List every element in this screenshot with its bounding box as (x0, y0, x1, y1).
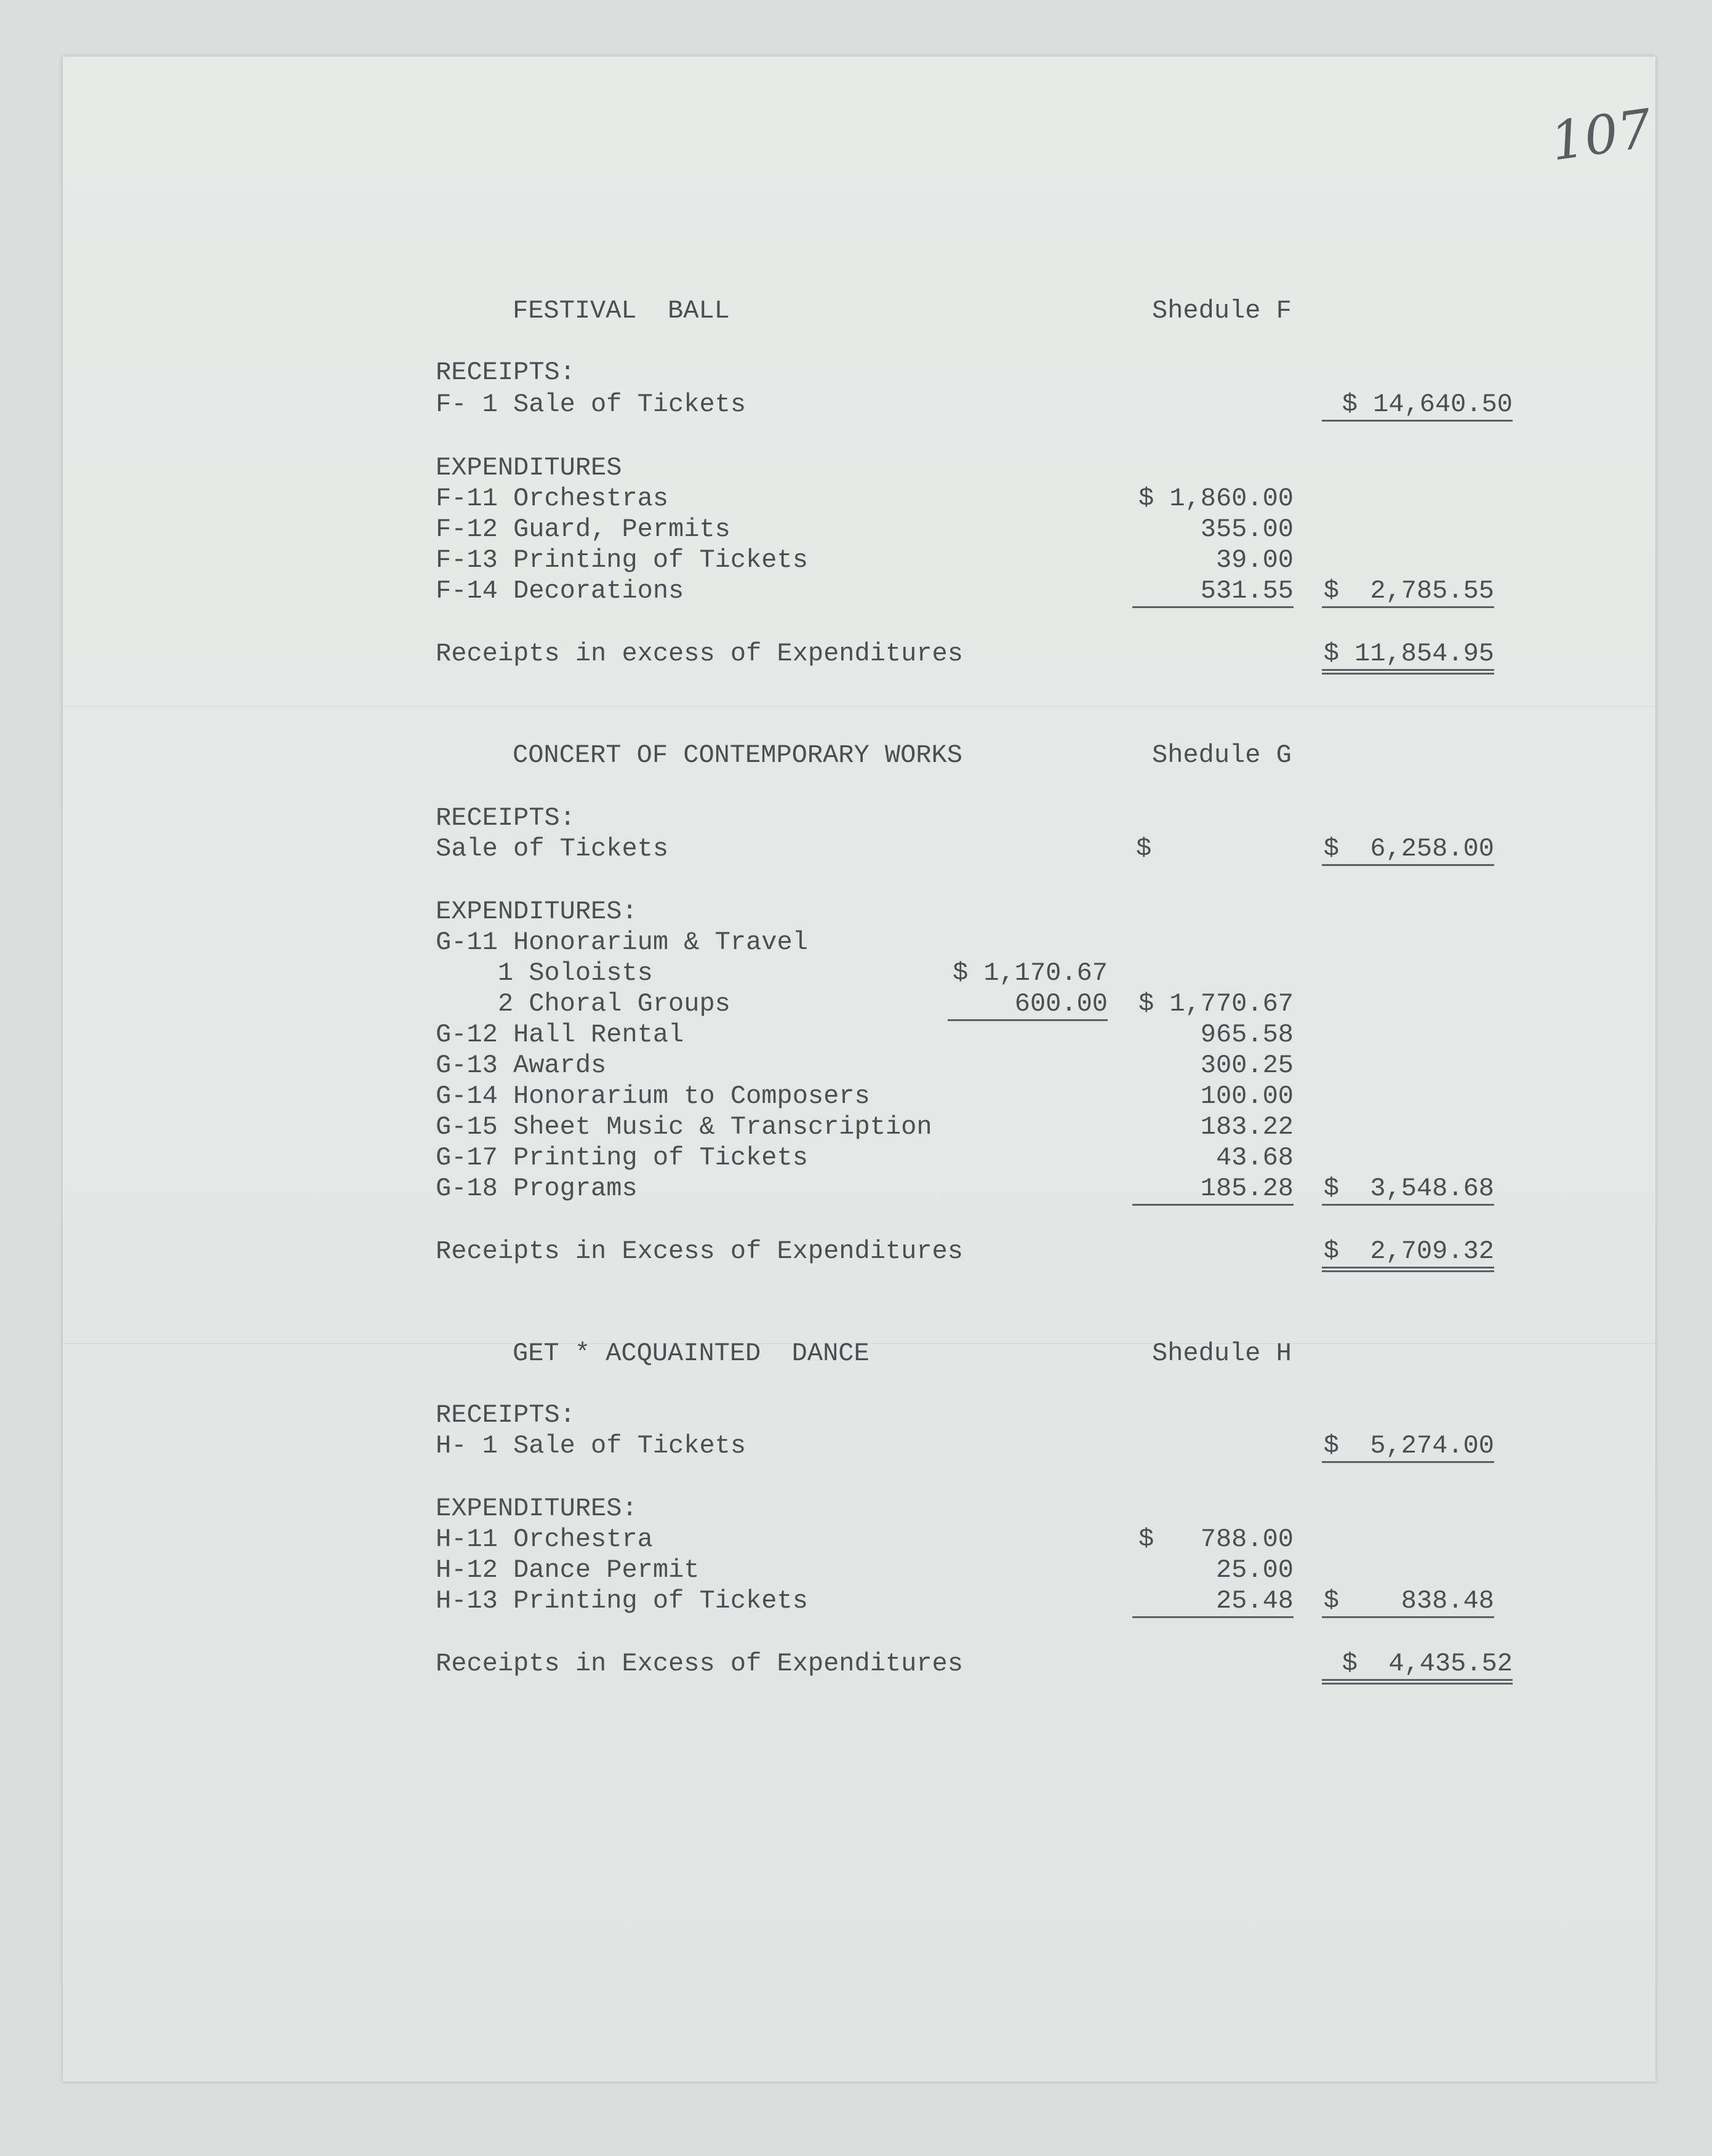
expenditures-heading: EXPENDITURES: (436, 1494, 638, 1523)
line-item-label: H-11 Orchestra (436, 1525, 653, 1554)
document-page (63, 57, 1655, 2082)
line-item-label: G-12 Hall Rental (436, 1020, 684, 1049)
line-item-label: 1 Soloists (436, 958, 653, 988)
line-item-amount: 965.58 (1200, 1020, 1294, 1049)
excess-total: $ 2,709.32 (1322, 1236, 1494, 1272)
expenditures-total: $ 838.48 (1322, 1585, 1494, 1618)
line-item-amount: 185.28 (1132, 1173, 1294, 1206)
excess-total: $ 11,854.95 (1322, 638, 1494, 675)
line-item-amount: 100.00 (1200, 1081, 1294, 1111)
receipts-heading: RECEIPTS: (436, 803, 575, 833)
line-item-label: F-14 Decorations (436, 576, 684, 606)
schedule-label-g: Shedule G (1152, 740, 1292, 770)
line-item-amount: $ 1,770.67 (1138, 989, 1294, 1019)
line-item-label: H- 1 Sale of Tickets (436, 1431, 746, 1461)
section-title-concert: CONCERT OF CONTEMPORARY WORKS (513, 740, 962, 770)
line-item-label: H-12 Dance Permit (436, 1555, 700, 1585)
receipts-total: $ 6,258.00 (1322, 833, 1494, 866)
expenditures-total: $ 2,785.55 (1322, 575, 1494, 608)
line-item-amount: 25.48 (1132, 1585, 1294, 1618)
line-item-label: G-13 Awards (436, 1051, 607, 1080)
receipts-total: $ 14,640.50 (1322, 389, 1513, 422)
line-item-label: G-14 Honorarium to Composers (436, 1081, 870, 1111)
line-item-label: 2 Choral Groups (436, 989, 730, 1019)
sub-amount: 600.00 (948, 988, 1108, 1021)
schedule-label-f: Shedule F (1152, 296, 1292, 326)
expenditures-heading: EXPENDITURES: (436, 897, 638, 926)
paper-fold (63, 706, 1655, 707)
section-title-festival-ball: FESTIVAL BALL (513, 296, 730, 326)
page-number: 107 (1546, 98, 1656, 173)
excess-label: Receipts in Excess of Expenditures (436, 1236, 963, 1266)
line-item-label: F-12 Guard, Permits (436, 515, 730, 544)
line-item-label: G-11 Honorarium & Travel (436, 928, 808, 957)
line-item-label: F- 1 Sale of Tickets (436, 390, 746, 419)
line-item-amount: 355.00 (1200, 515, 1294, 544)
line-item-label: H-13 Printing of Tickets (436, 1586, 808, 1616)
line-item-amount: 43.68 (1215, 1143, 1294, 1172)
line-item-label: G-15 Sheet Music & Transcription (436, 1112, 932, 1142)
line-item-amount: 183.22 (1200, 1112, 1294, 1142)
line-item-label: F-13 Printing of Tickets (436, 545, 808, 575)
line-item-amount: 39.00 (1215, 545, 1294, 575)
excess-label: Receipts in Excess of Expenditures (436, 1649, 963, 1678)
line-item-label: F-11 Orchestras (436, 484, 669, 513)
section-title-get-acquainted-dance: GET * ACQUAINTED DANCE (513, 1339, 870, 1368)
expenditures-heading: EXPENDITURES (436, 453, 622, 483)
line-item-amount: $ 788.00 (1138, 1525, 1294, 1554)
line-item-amount: 300.25 (1200, 1051, 1294, 1080)
line-item-label: G-17 Printing of Tickets (436, 1143, 808, 1172)
line-item-amount: $ 1,860.00 (1138, 484, 1294, 513)
line-item-amount: 25.00 (1215, 1555, 1294, 1585)
line-item-amount: 531.55 (1132, 575, 1294, 608)
line-item-label: Sale of Tickets (436, 834, 669, 864)
sub-amount: $ 1,170.67 (952, 958, 1108, 988)
receipts-heading: RECEIPTS: (436, 1400, 575, 1430)
line-item-label: G-18 Programs (436, 1174, 638, 1203)
receipts-total: $ 5,274.00 (1322, 1430, 1494, 1463)
excess-label: Receipts in excess of Expenditures (436, 639, 963, 668)
expenditures-total: $ 3,548.68 (1322, 1173, 1494, 1206)
excess-total: $ 4,435.52 (1322, 1648, 1513, 1685)
line-item-amount: $ (1136, 834, 1152, 864)
schedule-label-h: Shedule H (1152, 1339, 1292, 1368)
receipts-heading: RECEIPTS: (436, 358, 575, 387)
